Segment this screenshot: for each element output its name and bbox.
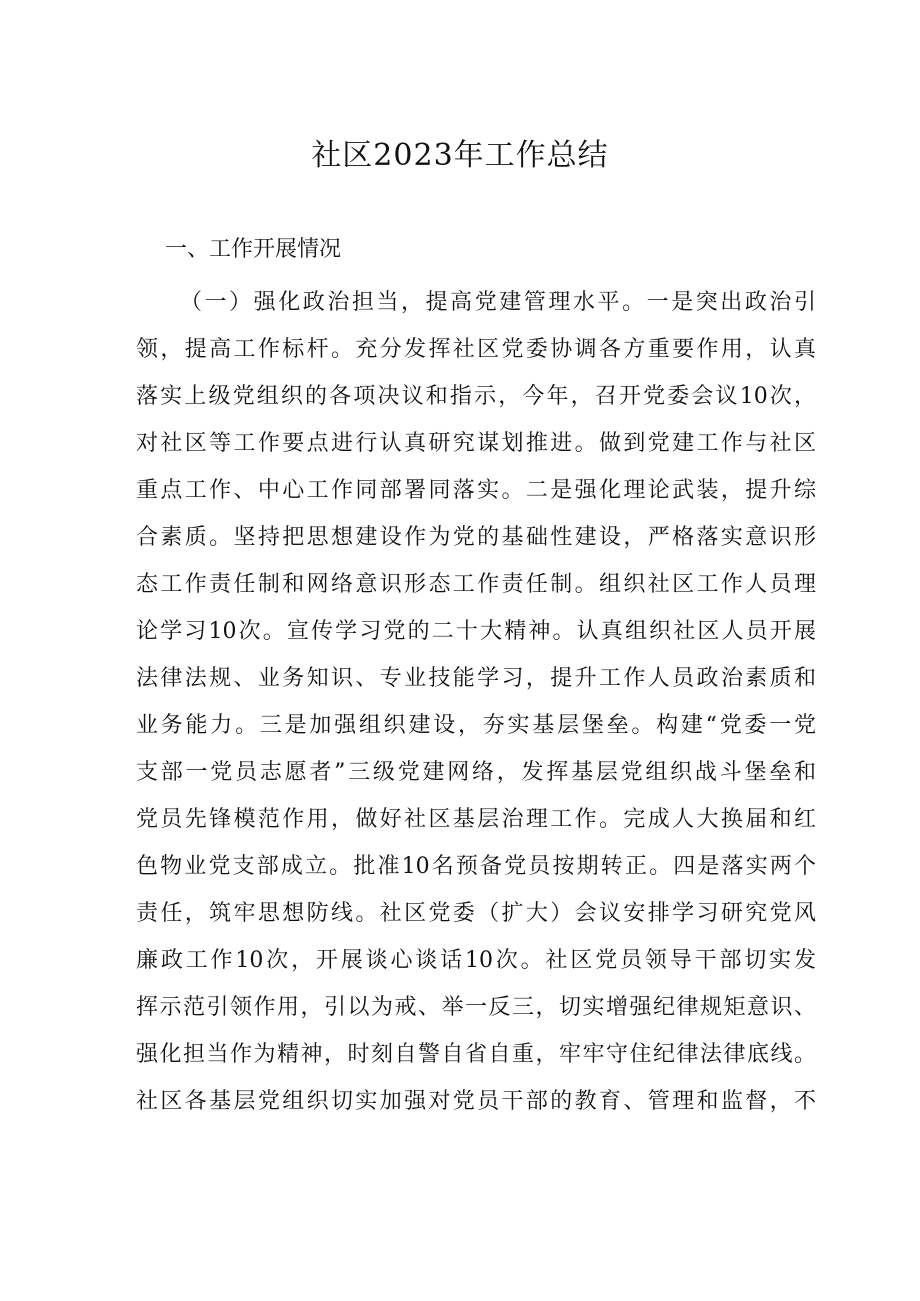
paragraph-line: 责任，筑牢思想防线。社区党委（扩大）会议安排学习研究党风 (136, 901, 816, 926)
paragraph-line: 重点工作、中心工作同部署同落实。二是强化理论武装，提升综 (136, 478, 816, 503)
paragraph-line: 廉政工作10次，开展谈心谈话10次。社区党员领导干部切实发 (136, 948, 816, 973)
paragraph-line: 社区各基层党组织切实加强对党员干部的教育、管理和监督，不 (136, 1089, 816, 1114)
paragraph-line: 支部一党员志愿者”三级党建网络，发挥基层党组织战斗堡垒和 (136, 760, 816, 785)
paragraph-line: 对社区等工作要点进行认真研究谋划推进。做到党建工作与社区 (136, 431, 816, 456)
paragraph-line: 挥示范引领作用，引以为戒、举一反三，切实增强纪律规矩意识、 (136, 995, 816, 1020)
paragraph-line: 业务能力。三是加强组织建设，夯实基层堡垒。构建“党委一党 (136, 713, 816, 738)
paragraph-line: 领，提高工作标杆。充分发挥社区党委协调各方重要作用，认真 (136, 337, 816, 362)
paragraph-line: 强化担当作为精神，时刻自警自省自重，牢牢守住纪律法律底线。 (136, 1042, 816, 1067)
paragraph-line: 合素质。坚持把思想建设作为党的基础性建设，严格落实意识形 (136, 525, 816, 550)
paragraph-line: （一）强化政治担当，提高党建管理水平。一是突出政治引 (180, 290, 816, 315)
paragraph-line: 党员先锋模范作用，做好社区基层治理工作。完成人大换届和红 (136, 807, 816, 832)
paragraph-line: 落实上级党组织的各项决议和指示，今年，召开党委会议10次， (136, 384, 816, 409)
paragraph-line: 态工作责任制和网络意识形态工作责任制。组织社区工作人员理 (136, 572, 816, 597)
section-heading: 一、工作开展情况 (165, 237, 342, 262)
document-title: 社区2023年工作总结 (311, 138, 609, 173)
paragraph-line: 法律法规、业务知识、专业技能学习，提升工作人员政治素质和 (136, 666, 816, 691)
paragraph-line: 色物业党支部成立。批准10名预备党员按期转正。四是落实两个 (136, 854, 816, 879)
paragraph-line: 论学习10次。宣传学习党的二十大精神。认真组织社区人员开展 (136, 619, 816, 644)
